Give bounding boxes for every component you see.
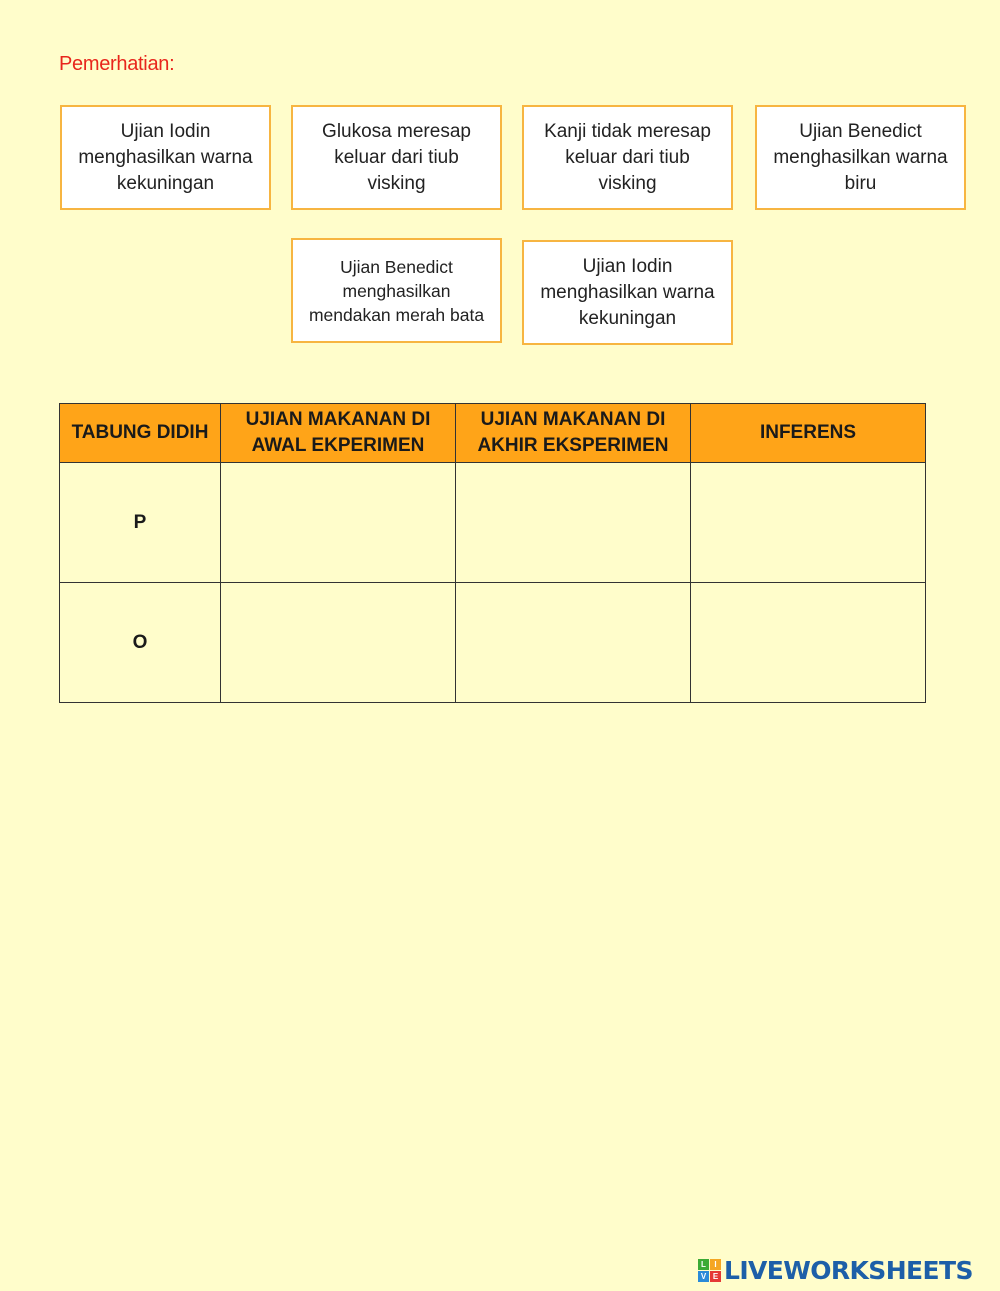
drop-zone-o-inferens[interactable] (691, 583, 926, 703)
liveworksheets-logo-icon (698, 1259, 721, 1282)
logo-letter: E (710, 1271, 721, 1282)
drop-zone-p-inferens[interactable] (691, 463, 926, 583)
results-table (59, 403, 926, 703)
header-awal-eksperimen: UJIAN MAKANAN DI AWAL EKPERIMEN (221, 404, 456, 463)
liveworksheets-brand[interactable] (698, 1256, 973, 1285)
table-row (60, 583, 926, 703)
header-inferens: INFERENS (691, 404, 926, 463)
card-text: Glukosa meresap keluar dari tiub visking (322, 120, 471, 194)
row-label-o: O (60, 583, 221, 703)
table-header-row (60, 404, 926, 463)
draggable-card-2[interactable] (291, 105, 502, 210)
drop-zone-p-awal[interactable] (221, 463, 456, 583)
draggable-card-6[interactable] (522, 240, 733, 345)
logo-letter: V (698, 1271, 709, 1282)
row-label-p: P (60, 463, 221, 583)
card-text: Ujian Iodin menghasilkan warna kekuningan (540, 255, 715, 329)
drop-zone-p-akhir[interactable] (456, 463, 691, 583)
logo-letter: I (710, 1259, 721, 1270)
drop-zone-o-akhir[interactable] (456, 583, 691, 703)
table-row (60, 463, 926, 583)
draggable-card-4[interactable] (755, 105, 966, 210)
brand-wordmark: LIVEWORKSHEETS (724, 1256, 973, 1285)
card-text: Ujian Iodin menghasilkan warna kekuningan (78, 120, 253, 194)
card-text: Ujian Benedict menghasilkan warna biru (773, 120, 948, 194)
header-akhir-eksperimen: UJIAN MAKANAN DI AKHIR EKSPERIMEN (456, 404, 691, 463)
draggable-card-3[interactable] (522, 105, 733, 210)
draggable-card-5[interactable] (291, 238, 502, 343)
drop-zone-o-awal[interactable] (221, 583, 456, 703)
logo-letter: L (698, 1259, 709, 1270)
page-heading: Pemerhatian: (59, 53, 175, 75)
card-text: Ujian Benedict menghasilkan mendakan merah bata (308, 256, 485, 325)
draggable-card-1[interactable] (60, 105, 271, 210)
card-text: Kanji tidak meresap keluar dari tiub visking (544, 120, 711, 194)
header-tabung-didih: TABUNG DIDIH (60, 404, 221, 463)
